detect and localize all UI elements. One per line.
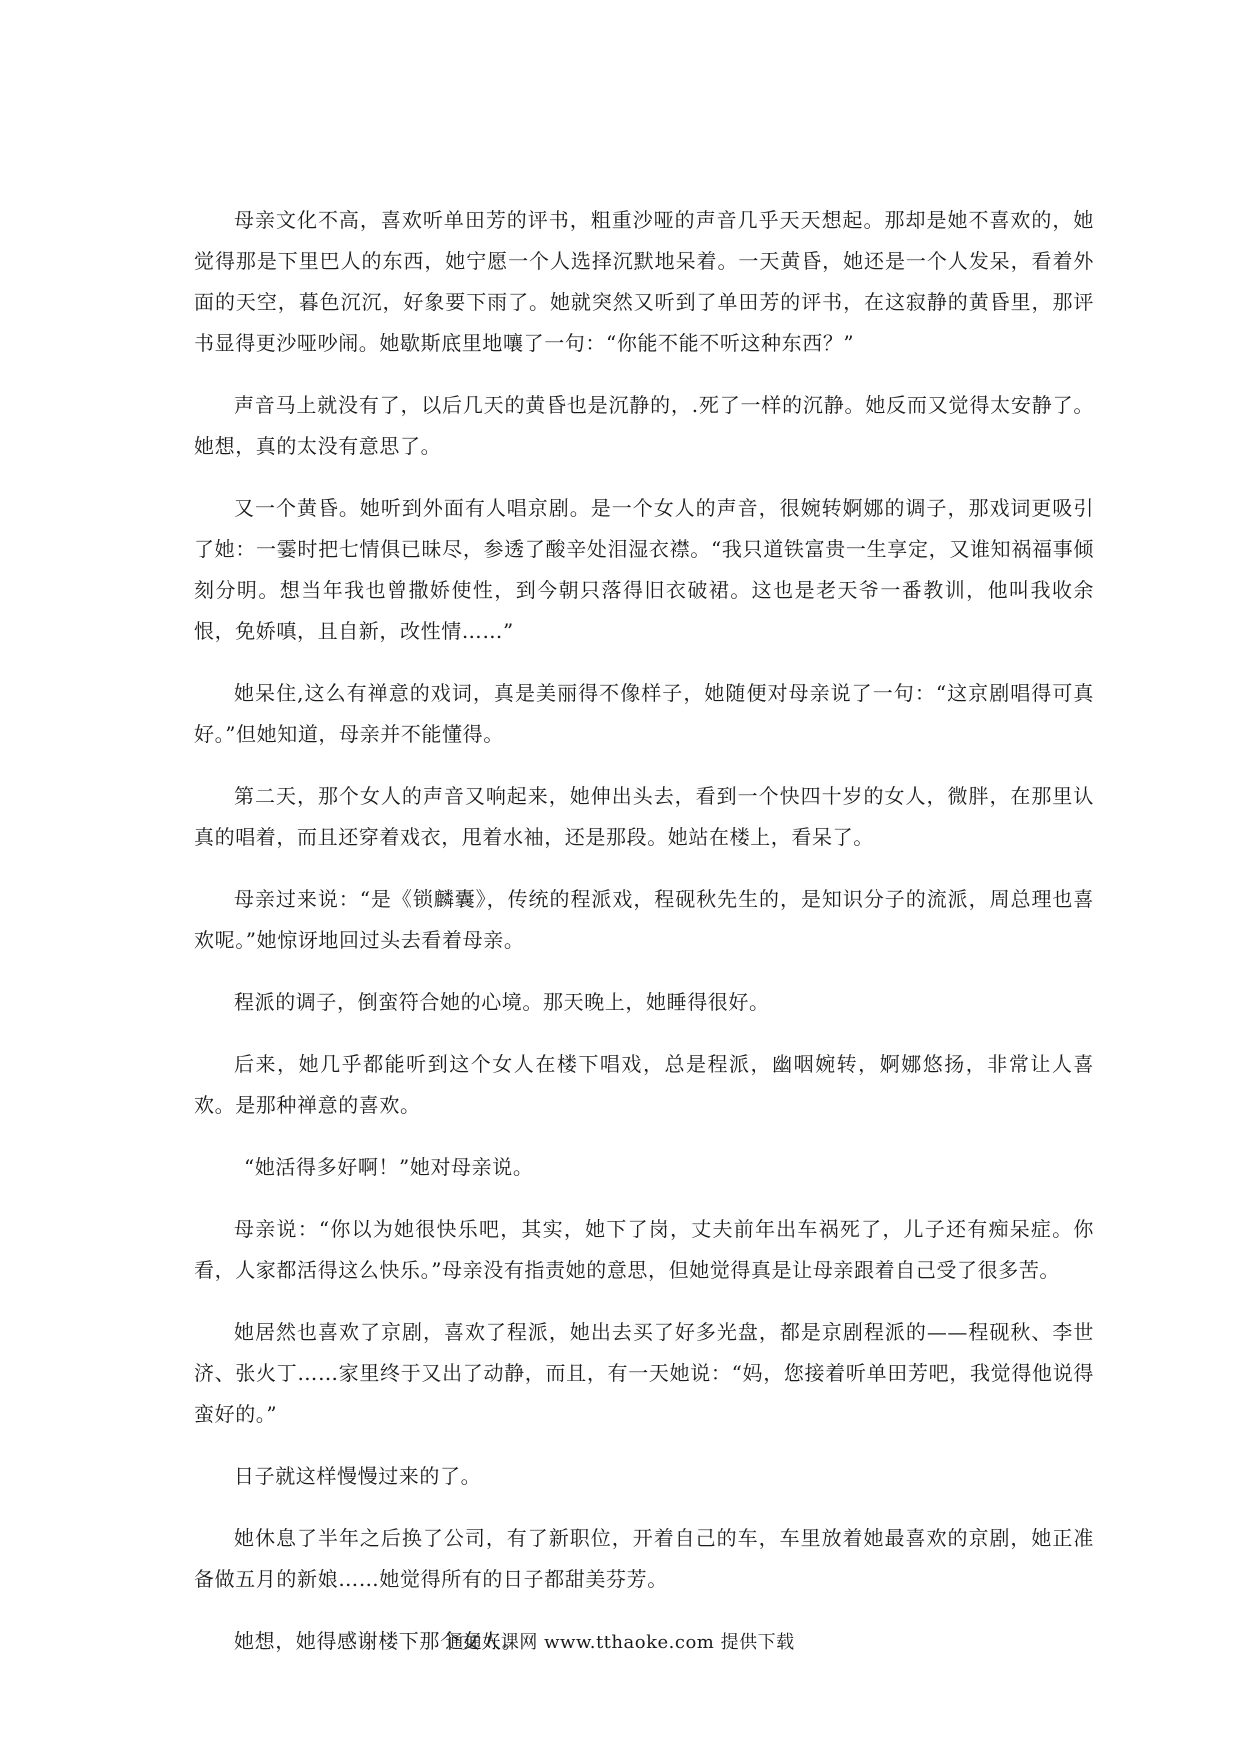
document-body [194,200,1094,1683]
page-footer: 通通好课网 www.tthaoke.com 提供下载 [445,1632,795,1653]
paragraph: 声音马上就没有了，以后几天的黄昏也是沉静的，.死了一样的沉静。她反而又觉得太安静了。她想，真的太没有意思了。 [194,393,1094,458]
paragraph: 程派的调子，倒蛮符合她的心境。那天晚上，她睡得很好。 [234,990,770,1014]
paragraph: 母亲说：“你以为她很快乐吧，其实，她下了岗，丈夫前年出车祸死了，儿子还有痴呆症。你看，人家都活得这么快乐。”母亲没有指责她的意思，但她觉得真是让母亲跟着自己受了很多苦。 [194,1217,1094,1282]
paragraph-quote: “她活得多好啊！”她对母亲说。 [244,1155,534,1179]
paragraph: 母亲文化不高，喜欢听单田芳的评书，粗重沙哑的声音几乎天天想起。那却是她不喜欢的，她觉得那是下里巴人的东西，她宁愿一个人选择沉默地呆着。一天黄昏，她还是一个人发呆，看着外面的天空，暮色沉沉，好象要下雨了。她就突然又听到了单田芳的评书，在这寂静的黄昏里，那评书显得更沙哑吵闹。她歇斯底里地嚷了一句：“你能不能不听这种东西？” [194,208,1094,355]
paragraph: 母亲过来说：“是《锁麟囊》，传统的程派戏，程砚秋先生的，是知识分子的流派，周总理也喜欢呢。”她惊讶地回过头去看着母亲。 [194,887,1094,952]
paragraph: 日子就这样慢慢过来的了。 [234,1464,482,1488]
paragraph: 她想，她得感谢楼下那个女人。 [234,1629,523,1653]
paragraph: 第二天，那个女人的声音又响起来，她伸出头去，看到一个快四十岁的女人，微胖，在那里认真的唱着，而且还穿着戏衣，甩着水袖，还是那段。她站在楼上，看呆了。 [194,784,1094,849]
paragraph: 又一个黄昏。她听到外面有人唱京剧。是一个女人的声音，很婉转婀娜的调子，那戏词更吸引了她：一霎时把七情俱已昧尽，参透了酸辛处泪湿衣襟。“我只道铁富贵一生享定，又谁知祸福事倾刻分明。想当年我也曾撒娇使性，到今朝只落得旧衣破裙。这也是老天爷一番教训，他叫我收余恨，免娇嗔，且自新，改性情……” [194,496,1094,643]
paragraph: 她呆住,这么有禅意的戏词，真是美丽得不像样子，她随便对母亲说了一句：“这京剧唱得可真好。”但她知道，母亲并不能懂得。 [194,681,1094,746]
paragraph: 她休息了半年之后换了公司，有了新职位，开着自己的车，车里放着她最喜欢的京剧，她正准备做五月的新娘……她觉得所有的日子都甜美芬芳。 [194,1526,1094,1591]
paragraph: 她居然也喜欢了京剧，喜欢了程派，她出去买了好多光盘，都是京剧程派的——程砚秋、李世济、张火丁……家里终于又出了动静，而且，有一天她说：“妈，您接着听单田芳吧，我觉得他说得蛮好的。” [194,1320,1094,1426]
paragraph: 后来，她几乎都能听到这个女人在楼下唱戏，总是程派，幽咽婉转，婀娜悠扬，非常让人喜欢。是那种禅意的喜欢。 [194,1052,1094,1117]
